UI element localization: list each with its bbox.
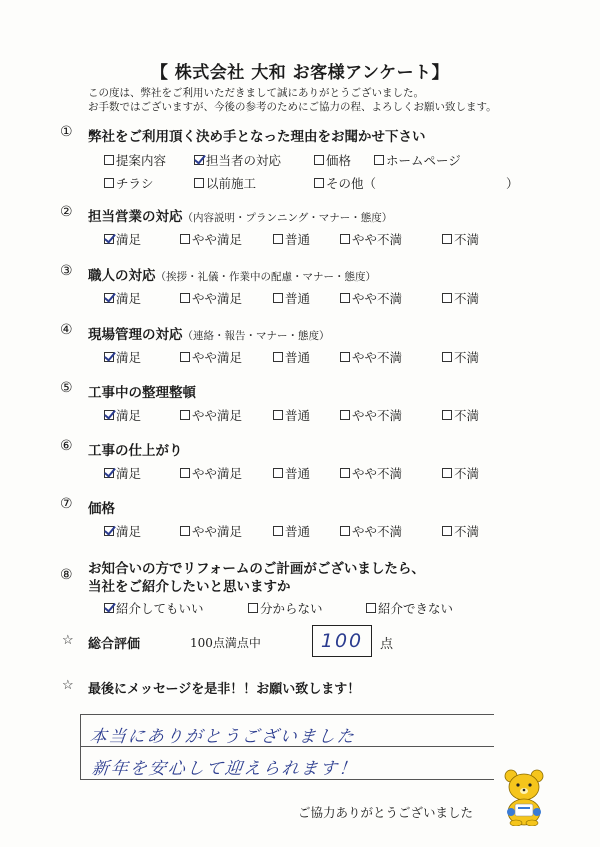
option-label: やや満足 — [192, 232, 243, 247]
question-number: ⑦ — [60, 496, 73, 512]
option-label: 普通 — [285, 232, 311, 247]
checkbox[interactable] — [180, 526, 190, 536]
option-label: 不満 — [454, 291, 480, 306]
checkbox[interactable] — [340, 352, 350, 362]
checkbox[interactable] — [273, 468, 283, 478]
question-title-text: 担当営業の対応 — [88, 209, 183, 225]
rating-option[interactable] — [340, 464, 402, 482]
option-label: 満足 — [116, 350, 142, 365]
q1-option[interactable] — [194, 174, 256, 192]
option-label: 以前施工 — [206, 176, 257, 191]
checkbox[interactable] — [180, 468, 190, 478]
question-title-text: 職人の対応 — [88, 268, 156, 284]
question-title — [88, 497, 115, 517]
option-label: 不満 — [454, 232, 480, 247]
rating-option[interactable] — [340, 406, 402, 424]
checkbox[interactable] — [104, 352, 114, 362]
q1-title: 弊社をご利用頂く決め手となった理由をお聞かせ下さい — [88, 129, 426, 145]
checkbox[interactable] — [442, 234, 452, 244]
rating-option[interactable] — [180, 289, 242, 307]
checkbox[interactable] — [340, 526, 350, 536]
option-label: やや不満 — [352, 291, 403, 306]
checkbox[interactable] — [273, 526, 283, 536]
checkbox[interactable] — [273, 293, 283, 303]
checkbox[interactable] — [180, 352, 190, 362]
question-number: ⑥ — [60, 438, 73, 454]
option-label: 価格 — [326, 153, 352, 168]
bear-mascot-icon — [502, 768, 546, 826]
q1-option[interactable] — [194, 151, 281, 169]
option-label: やや満足 — [192, 466, 243, 481]
option-label: 紹介できない — [378, 601, 454, 616]
option-label: 不満 — [454, 524, 480, 539]
q8-option[interactable] — [104, 599, 204, 617]
thanks-text: ご協力ありがとうございました — [298, 805, 474, 820]
option-label: やや不満 — [352, 466, 403, 481]
option-label: やや満足 — [192, 408, 243, 423]
question-title-text: 価格 — [88, 501, 115, 517]
checkbox[interactable] — [104, 468, 114, 478]
option-label: 分からない — [260, 601, 323, 616]
question-number: ③ — [60, 263, 73, 279]
checkbox[interactable] — [273, 352, 283, 362]
rating-option[interactable] — [273, 289, 310, 307]
question-number: ⑤ — [60, 380, 73, 396]
option-label: 普通 — [285, 408, 311, 423]
rating-option[interactable] — [273, 230, 310, 248]
question-title — [88, 381, 196, 401]
rating-option[interactable] — [442, 406, 479, 424]
rating-option[interactable] — [104, 289, 141, 307]
checkbox[interactable] — [104, 155, 114, 165]
intro-line-2: お手数ではございますが、今後の参考のためにご協力の程、よろしくお願い致します。 — [88, 101, 497, 113]
question-title-text: 現場管理の対応 — [88, 327, 183, 343]
checkbox[interactable] — [442, 352, 452, 362]
option-label: チラシ — [116, 176, 154, 191]
option-label: 不満 — [454, 466, 480, 481]
rating-option[interactable] — [104, 406, 141, 424]
option-label: やや満足 — [192, 524, 243, 539]
checkbox[interactable] — [366, 603, 376, 613]
checkbox[interactable] — [374, 155, 384, 165]
survey-title: 【 株式会社 大和 お客様アンケート】 — [150, 63, 450, 83]
checkbox[interactable] — [340, 293, 350, 303]
message-text-line-2: 新年を安心して迎えられます！ — [90, 759, 359, 779]
rating-option[interactable] — [180, 230, 242, 248]
question-title — [88, 323, 330, 343]
q1-option[interactable] — [104, 151, 166, 169]
option-label: 普通 — [285, 291, 311, 306]
q8-title-line-1: お知合いの方でリフォームのご計画がございましたら、 — [88, 561, 425, 577]
checkbox[interactable] — [273, 410, 283, 420]
option-label: 普通 — [285, 524, 311, 539]
rating-option[interactable] — [340, 348, 402, 366]
rating-option[interactable] — [104, 348, 141, 366]
question-title-text: 工事中の整理整頓 — [88, 385, 196, 401]
q1-number: ① — [60, 124, 73, 140]
rating-option[interactable] — [442, 230, 479, 248]
checkbox[interactable] — [104, 293, 114, 303]
score-field[interactable]: 100 — [312, 625, 372, 657]
checkbox[interactable] — [194, 178, 204, 188]
question-title — [88, 264, 376, 284]
rating-option[interactable] — [340, 289, 402, 307]
option-label: 担当者の対応 — [206, 153, 282, 168]
question-title-text: 工事の仕上がり — [88, 443, 183, 459]
rating-option[interactable] — [180, 348, 242, 366]
checkbox[interactable] — [248, 603, 258, 613]
checkbox[interactable] — [104, 178, 114, 188]
checkbox[interactable] — [180, 410, 190, 420]
option-label: 不満 — [454, 408, 480, 423]
rating-option[interactable] — [442, 522, 479, 540]
option-label: 満足 — [116, 291, 142, 306]
checkbox[interactable] — [314, 155, 324, 165]
question-title — [88, 205, 392, 225]
rating-option[interactable] — [273, 522, 310, 540]
checkbox[interactable] — [340, 234, 350, 244]
question-note: （内容説明・プランニング・マナー・態度） — [182, 212, 393, 224]
rating-option[interactable] — [273, 464, 310, 482]
checkbox[interactable] — [104, 234, 114, 244]
option-label: 満足 — [116, 232, 142, 247]
question-number: ② — [60, 204, 73, 220]
checkbox[interactable] — [180, 234, 190, 244]
checkbox[interactable] — [340, 410, 350, 420]
option-label: やや不満 — [352, 524, 403, 539]
rating-option[interactable] — [442, 289, 479, 307]
checkbox[interactable] — [442, 468, 452, 478]
rating-option[interactable] — [340, 230, 402, 248]
option-label: やや満足 — [192, 350, 243, 365]
option-label: 提案内容 — [116, 153, 167, 168]
option-label: ホームページ — [386, 153, 461, 168]
checkbox[interactable] — [194, 155, 204, 165]
rating-option[interactable] — [104, 522, 141, 540]
q8-option[interactable] — [366, 599, 453, 617]
rating-option[interactable] — [340, 522, 402, 540]
question-note: （挨拶・礼儀・作業中の配慮・マナー・態度） — [155, 271, 376, 283]
option-label: 不満 — [454, 350, 480, 365]
option-label: 普通 — [285, 350, 311, 365]
option-label: 満足 — [116, 466, 142, 481]
rating-option[interactable] — [104, 230, 141, 248]
star-icon: ☆ — [62, 633, 74, 648]
option-label: 満足 — [116, 408, 142, 423]
question-title — [88, 439, 183, 459]
checkbox[interactable] — [314, 178, 324, 188]
option-label: やや満足 — [192, 291, 243, 306]
checkbox[interactable] — [104, 410, 114, 420]
q1-option[interactable] — [314, 174, 376, 192]
question-number: ④ — [60, 322, 73, 338]
option-label: やや不満 — [352, 408, 403, 423]
q8-option[interactable] — [248, 599, 323, 617]
q8-title-line-2: 当社をご紹介したいと思いますか — [88, 579, 291, 595]
rating-option[interactable] — [273, 348, 310, 366]
option-label: やや不満 — [352, 350, 403, 365]
checkbox[interactable] — [104, 603, 114, 613]
q8-number: ⑧ — [60, 567, 73, 583]
q1-option[interactable] — [104, 174, 154, 192]
option-label: 普通 — [285, 466, 311, 481]
q1-option[interactable] — [314, 151, 351, 169]
rating-option[interactable] — [180, 464, 242, 482]
checkbox[interactable] — [442, 293, 452, 303]
option-label: その他（ — [326, 176, 377, 191]
star-icon: ☆ — [62, 678, 74, 693]
score-scale: 100点満点中 — [190, 636, 261, 650]
rating-option[interactable] — [273, 406, 310, 424]
option-label: やや不満 — [352, 232, 403, 247]
other-close-paren: ） — [506, 176, 519, 191]
checkbox[interactable] — [442, 410, 452, 420]
option-label: 紹介してもいい — [116, 601, 204, 616]
rating-option[interactable] — [442, 348, 479, 366]
intro-line-1: この度は、弊社をご利用いただきまして誠にありがとうございました。 — [88, 87, 424, 99]
question-note: （連絡・報告・マナー・態度） — [182, 330, 330, 342]
checkbox[interactable] — [340, 468, 350, 478]
checkbox[interactable] — [442, 526, 452, 536]
checkbox[interactable] — [273, 234, 283, 244]
message-text-line-1: 本当にありがとうございました — [88, 727, 357, 747]
checkbox[interactable] — [104, 526, 114, 536]
message-label: 最後にメッセージを是非！！お願い致します！ — [88, 682, 361, 697]
overall-label: 総合評価 — [88, 637, 141, 652]
rating-option[interactable] — [180, 406, 242, 424]
q1-option[interactable] — [374, 151, 461, 169]
rating-option[interactable] — [104, 464, 141, 482]
option-label: 満足 — [116, 524, 142, 539]
score-unit: 点 — [380, 637, 394, 652]
checkbox[interactable] — [180, 293, 190, 303]
rating-option[interactable] — [180, 522, 242, 540]
rating-option[interactable] — [442, 464, 479, 482]
